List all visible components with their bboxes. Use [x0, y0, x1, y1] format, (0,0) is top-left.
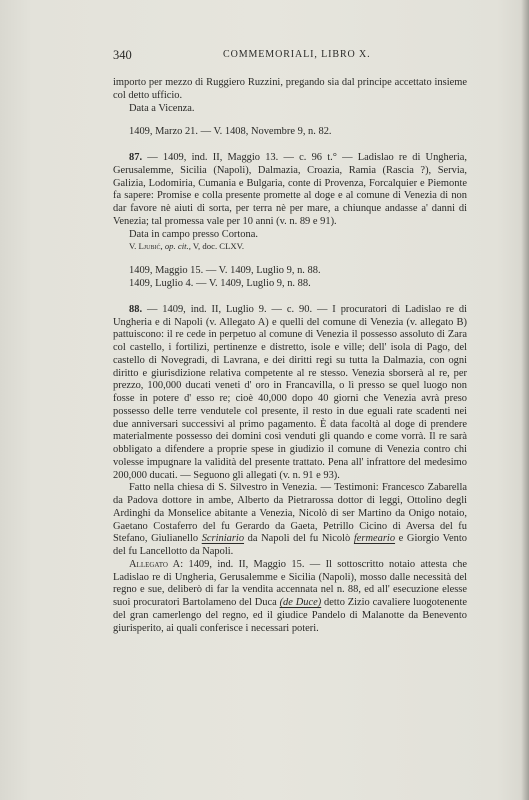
witness-text: da Napoli del fu Nicolò	[244, 533, 354, 545]
entry-text: — 1409, ind. II, Maggio 13. — c. 96 t.° — Ladislao re di Ungheria, Gerusalemme, Sicilia (Napoli), Dalmazia, Croazia, Ramia (Rascia ?), Servia, Galizia, Lodomiria, Cumania e Bulgaria, conte di Provenza, Forcalquier e Piemonte fa sapere: Promise e colla presente promette al doge e al comune di Venezia di non dar favore nè aiuti di sorta, per terra nè per mare, a chiunque andasse a' danni di Venezia; tal promessa vale per 10 anni (v. n. 89 e 91).	[113, 152, 467, 227]
cross-reference: 1409, Luglio 4. — V. 1409, Luglio 9, n. 88.	[129, 278, 311, 289]
entry-88-witnesses	[113, 482, 467, 559]
page-number: 340	[113, 48, 132, 62]
entry-87	[113, 152, 467, 229]
witness-text: Fatto nella chiesa di S. Silvestro in Venezia. — Testimoni: Francesco Zabarella da Padova dottore in ambe, Alberto da Pietrarossa dottor di leggi, Ottolino degli Ardinghi da Monselice abitante a Venezia, Nicolò di ser Martino da Onigo notaio, Gaetano Costaferro del fu Gerardo da Gaeta, Petrillo Cicino di Aversa del fu Stefano, Giulianello	[113, 482, 467, 545]
allegato-label: Allegato A	[129, 558, 181, 570]
entry-87-date: Data in campo presso Cortona.	[129, 228, 258, 240]
witness-title: Scriniario	[201, 533, 245, 545]
source-title: op. cit.,	[162, 241, 191, 252]
source-rest: V, doc. CLXV.	[190, 241, 244, 252]
intro-paragraph: importo per mezzo di Ruggiero Ruzzini, pregando sia dal principe accettato insieme col detto ufficio.	[113, 77, 467, 101]
entry-87-source	[113, 241, 467, 252]
allegato-text: : 1409, ind. II, Maggio 15. — Il sottoscritto notaio attesta che Ladislao re di Ungheria, Gerusalemme e Sicilia (Napoli), mosso dalle necessità del regno e sue, deliberò di far la vendita accennata nel n. 88, ed all' esecuzione elesse suoi procuratori Bartolameno del Duca	[113, 558, 468, 608]
entry-number: 88.	[129, 303, 143, 315]
entry-text: — 1409, ind. II, Luglio 9. — c. 90. — I procuratori di Ladislao re di Ungheria e di Napoli (v. Allegato A) e quelli del comune di Venezia (v. allegato B) pattuiscono: il re cede in perpetuo al comune di Venezia il possesso assoluto di Zara col castello, i fortilizi, pertinenze e distretto, isole e ville; dell' isola di Pago, del castello di Novegradi, di Lavrana, e dei diritti regi su tutta la Dalmazia, con ogni diritto e giurisdizione relativa competente al re stesso. Venezia sborserà al re, per prezzo, 100,000 ducati veneti d' oro in Francavilla, o lì presso se quel luogo non fosse in potere d' esso re; cioè 40,000 dopo 40 giorni che Venezia avrà preso possesso delle terre vendutele col presente, il resto in due eguali rate scadenti nei due anniversari successivi al primo pagamento. È data facoltà al doge di prendere materialmente possesso dei domini così venduti gli quando e come vorrà. Il re sarà obbligato a difendere a proprie spese in giudizio il comune di Venezia contro chi volesse impugnare la validità del presente trattato. Pena all' infrattore del medesimo 200,000 ducati. — Seguono gli allegati (v. n. 91 e 93).	[113, 303, 467, 481]
entry-88	[113, 304, 467, 483]
allegato-text: detto Zizio cavaliere luogotenente del gran camerlengo del regno, ed il giudice Pandelo di Malanotte da Benevento giurisperito, ai quali conferisce i necessari poteri.	[113, 597, 467, 634]
witness-title: fermeario	[353, 533, 396, 545]
page-body	[113, 77, 467, 635]
intro-date: Data a Vicenza.	[129, 102, 195, 114]
allegato-alias: (de Duce)	[279, 597, 322, 608]
page-header	[113, 48, 465, 64]
source-author: V. Ljubić,	[129, 241, 163, 252]
running-head: COMMEMORIALI, LIBRO X.	[223, 49, 371, 60]
cross-reference: 1409, Marzo 21. — V. 1408, Novembre 9, n. 82.	[129, 126, 332, 138]
entry-number: 87.	[129, 152, 143, 163]
witness-text: e Giorgio Vento del fu Lancellotto da Napoli.	[113, 533, 467, 557]
entry-88-allegato-a	[113, 559, 467, 636]
page-gutter-shadow	[521, 0, 529, 800]
cross-reference: 1409, Maggio 15. — V. 1409, Luglio 9, n. 88.	[129, 265, 321, 277]
